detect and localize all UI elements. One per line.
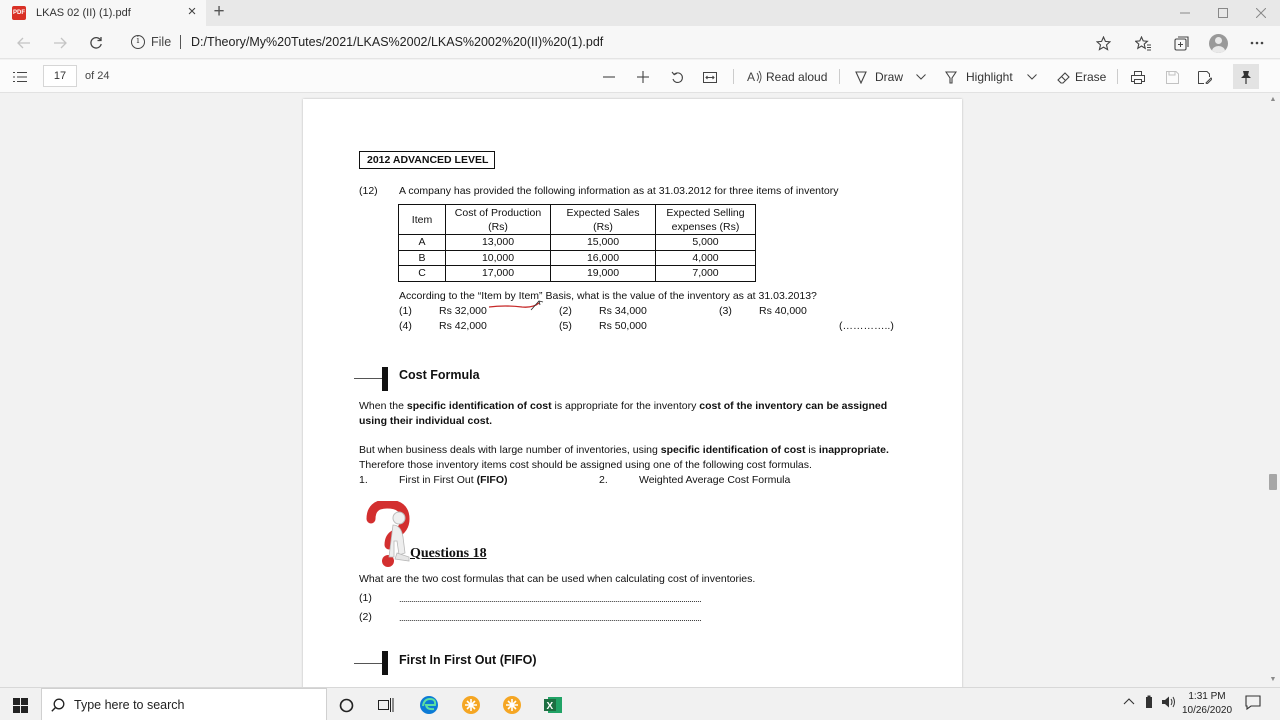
scroll-up-arrow-icon[interactable]: ▲ [1269, 96, 1277, 103]
table-row [399, 266, 756, 282]
chevron-down-icon [1027, 74, 1037, 80]
draw-pen-icon [850, 66, 872, 88]
printer-icon [1131, 71, 1145, 84]
draw-button[interactable]: Draw [875, 70, 904, 84]
page-number-input[interactable]: 17 [43, 65, 77, 87]
table-cell: A [399, 235, 446, 251]
save-button[interactable] [1161, 66, 1183, 88]
question-text: A company has provided the following information as at 31.03.2012 for three items of inventory [399, 185, 839, 197]
zoom-out-button[interactable] [598, 66, 620, 88]
tab-title: LKAS 02 (II) (1).pdf [36, 7, 131, 19]
option-value: Rs 34,000 [599, 305, 647, 317]
table-header: Item [399, 205, 446, 235]
list-number: 2. [599, 474, 608, 486]
window-close-button[interactable] [1242, 0, 1280, 26]
show-hidden-icons-button[interactable] [1123, 696, 1135, 708]
contents-list-icon [13, 71, 27, 83]
page-count: of 24 [85, 70, 110, 82]
save-disk-icon [1166, 71, 1179, 84]
favorites-button[interactable] [1132, 32, 1154, 54]
option-value: Rs 40,000 [759, 305, 807, 317]
settings-more-button[interactable] [1246, 32, 1268, 54]
option-value: Rs 32,000 [439, 305, 487, 317]
profile-avatar[interactable] [1209, 34, 1228, 53]
system-clock[interactable] [1174, 690, 1240, 718]
favorites-icon [1135, 36, 1151, 51]
save-as-button[interactable] [1194, 66, 1216, 88]
tab-active[interactable] [0, 0, 206, 26]
table-cell: 17,000 [446, 266, 551, 282]
star-icon [1096, 36, 1111, 51]
draw-options-dropdown[interactable] [910, 66, 932, 88]
scrollbar-thumb[interactable] [1269, 474, 1277, 490]
excel-icon [543, 695, 563, 715]
table-row [399, 250, 756, 266]
option-number: (1) [399, 305, 412, 317]
zoom-in-button[interactable] [632, 66, 654, 88]
refresh-icon [89, 36, 103, 50]
site-info-icon[interactable]: i [131, 35, 145, 49]
table-of-contents-button[interactable] [9, 66, 31, 88]
pin-icon [1240, 70, 1252, 84]
arrow-right-icon [53, 37, 67, 49]
new-tab-button[interactable]: + [213, 1, 225, 22]
pin-toolbar-button[interactable] [1233, 64, 1259, 89]
svg-text:X: X [546, 701, 554, 712]
svg-text:A: A [746, 70, 755, 84]
paragraph: But when business deals with large number of inventories, using specific identification of cost is inappropriate. [359, 444, 889, 456]
favorite-star-button[interactable] [1092, 32, 1114, 54]
minimize-icon [1180, 8, 1190, 18]
windows-taskbar [0, 687, 1280, 720]
answer-blank: (…………..) [839, 320, 894, 332]
collections-button[interactable] [1170, 32, 1192, 54]
heading-rule [354, 663, 384, 664]
heading-rule [354, 378, 384, 379]
option-value: Rs 42,000 [439, 320, 487, 332]
heading-marker [382, 367, 388, 391]
more-icon [1250, 41, 1264, 45]
close-icon [1256, 8, 1266, 18]
excel-taskbar-button[interactable] [541, 693, 565, 717]
highlighter-icon [940, 66, 962, 88]
table-header-row [399, 205, 756, 235]
list-item: Weighted Average Cost Formula [639, 474, 791, 486]
table-cell: 15,000 [551, 235, 656, 251]
cortana-circle-icon [339, 698, 354, 713]
toolbar-divider [733, 69, 734, 84]
chevron-up-icon [1123, 697, 1135, 705]
section-heading-fifo: First In First Out (FIFO) [399, 653, 537, 667]
section-heading-cost-formula: Cost Formula [399, 368, 480, 382]
notification-icon [1245, 695, 1261, 710]
url-divider [180, 35, 181, 49]
paragraph-continued: Therefore those inventory items cost should be assigned using one of the following cost formulas. [359, 459, 812, 471]
question-mark-figure-icon [361, 501, 413, 571]
tab-close-button[interactable]: × [187, 3, 197, 20]
collections-icon [1174, 36, 1189, 51]
search-icon [51, 698, 65, 712]
table-header: Cost of Production (Rs) [446, 205, 551, 235]
plus-icon [637, 71, 649, 83]
read-aloud-icon [743, 66, 765, 88]
table-cell: 4,000 [656, 250, 756, 266]
taskbar-search-box[interactable] [41, 688, 327, 720]
table-header: Expected Sales (Rs) [551, 205, 656, 235]
list-item: First in First Out (FIFO) [399, 474, 508, 486]
search-placeholder: Type here to search [74, 698, 185, 712]
address-bar [0, 26, 1280, 59]
answer-dotted-line: ....................................................................................................................................................... [399, 613, 702, 623]
pdf-viewer[interactable] [0, 94, 1266, 687]
forward-button[interactable] [48, 31, 72, 55]
pdf-toolbar [0, 60, 1280, 93]
toolbar-divider [1117, 69, 1118, 84]
inventory-table [398, 204, 756, 282]
question-18-text: What are the two cost formulas that can be used when calculating cost of inventories. [359, 573, 756, 585]
save-as-icon [1198, 71, 1212, 84]
ink-annotation [487, 297, 549, 315]
fit-page-button[interactable] [699, 66, 721, 88]
windows-logo-icon [13, 698, 28, 713]
option-value: Rs 50,000 [599, 320, 647, 332]
pdf-page [303, 99, 962, 687]
table-cell: 5,000 [656, 235, 756, 251]
arrow-left-icon [17, 37, 31, 49]
table-cell: 10,000 [446, 250, 551, 266]
rotate-icon [671, 71, 684, 84]
option-number: (4) [399, 320, 412, 332]
action-center-button[interactable] [1245, 695, 1261, 713]
table-header: Expected Selling expenses (Rs) [656, 205, 756, 235]
list-number: 1. [359, 474, 368, 486]
answer-dotted-line: ....................................................................................................................................................... [399, 594, 702, 604]
heading-marker [382, 651, 388, 675]
fit-width-icon [703, 72, 717, 83]
battery-icon[interactable] [1145, 695, 1153, 712]
answer-line-label: (2) [359, 611, 372, 623]
edge-taskbar-button[interactable] [417, 693, 441, 717]
refresh-button[interactable] [84, 31, 108, 55]
tab-strip [0, 0, 1280, 26]
highlight-options-dropdown[interactable] [1021, 66, 1043, 88]
paragraph: When the specific identification of cost is appropriate for the inventory cost of the inventory can be assigned [359, 400, 888, 412]
table-row [399, 235, 756, 251]
read-aloud-button[interactable]: Read aloud [766, 70, 828, 84]
option-number: (3) [719, 305, 732, 317]
highlight-button[interactable]: Highlight [966, 70, 1013, 84]
cortana-button[interactable] [334, 693, 358, 717]
answer-line-label: (1) [359, 592, 372, 604]
clock-time: 1:31 PM [1188, 691, 1226, 702]
chevron-down-icon [916, 74, 926, 80]
option-number: (2) [559, 305, 572, 317]
maximize-button[interactable] [1204, 0, 1242, 26]
erase-button[interactable]: Erase [1075, 70, 1107, 84]
rotate-button[interactable] [666, 66, 688, 88]
exam-level-label: 2012 ADVANCED LEVEL [359, 151, 495, 169]
question-18-heading: Questions 18 [410, 546, 487, 561]
clock-date: 10/26/2020 [1181, 705, 1233, 716]
eraser-icon [1052, 66, 1074, 88]
table-cell: B [399, 250, 446, 266]
paragraph-continued: using their individual cost. [359, 415, 493, 427]
toolbar-divider [839, 69, 840, 84]
vertical-scrollbar[interactable] [1266, 94, 1280, 687]
maximize-icon [1218, 8, 1228, 18]
question-prompt: According to the “Item by Item” Basis, what is the value of the inventory as at 31.03.2013? [399, 290, 817, 302]
minus-icon [603, 71, 615, 83]
table-cell: 19,000 [551, 266, 656, 282]
table-cell: 7,000 [656, 266, 756, 282]
table-cell: 13,000 [446, 235, 551, 251]
back-button[interactable] [12, 31, 36, 55]
task-view-button[interactable] [374, 693, 398, 717]
pdf-file-icon: PDF [12, 6, 26, 20]
url-scheme-label: File [151, 35, 172, 49]
start-button[interactable] [8, 693, 32, 717]
table-cell: C [399, 266, 446, 282]
scroll-down-arrow-icon[interactable]: ▼ [1269, 676, 1277, 683]
orange-app-icon [502, 695, 522, 715]
app-taskbar-button[interactable] [500, 693, 524, 717]
orange-app-icon [461, 695, 481, 715]
app-taskbar-button[interactable] [459, 693, 483, 717]
edge-browser-icon [419, 695, 439, 715]
print-button[interactable] [1127, 66, 1149, 88]
question-number: (12) [359, 185, 378, 197]
minimize-button[interactable] [1166, 0, 1204, 26]
url-field[interactable]: D:/Theory/My%20Tutes/2021/LKAS%2002/LKAS%2002%20(II)%20(1).pdf [191, 35, 604, 49]
option-number: (5) [559, 320, 572, 332]
table-cell: 16,000 [551, 250, 656, 266]
task-view-icon [378, 698, 394, 712]
